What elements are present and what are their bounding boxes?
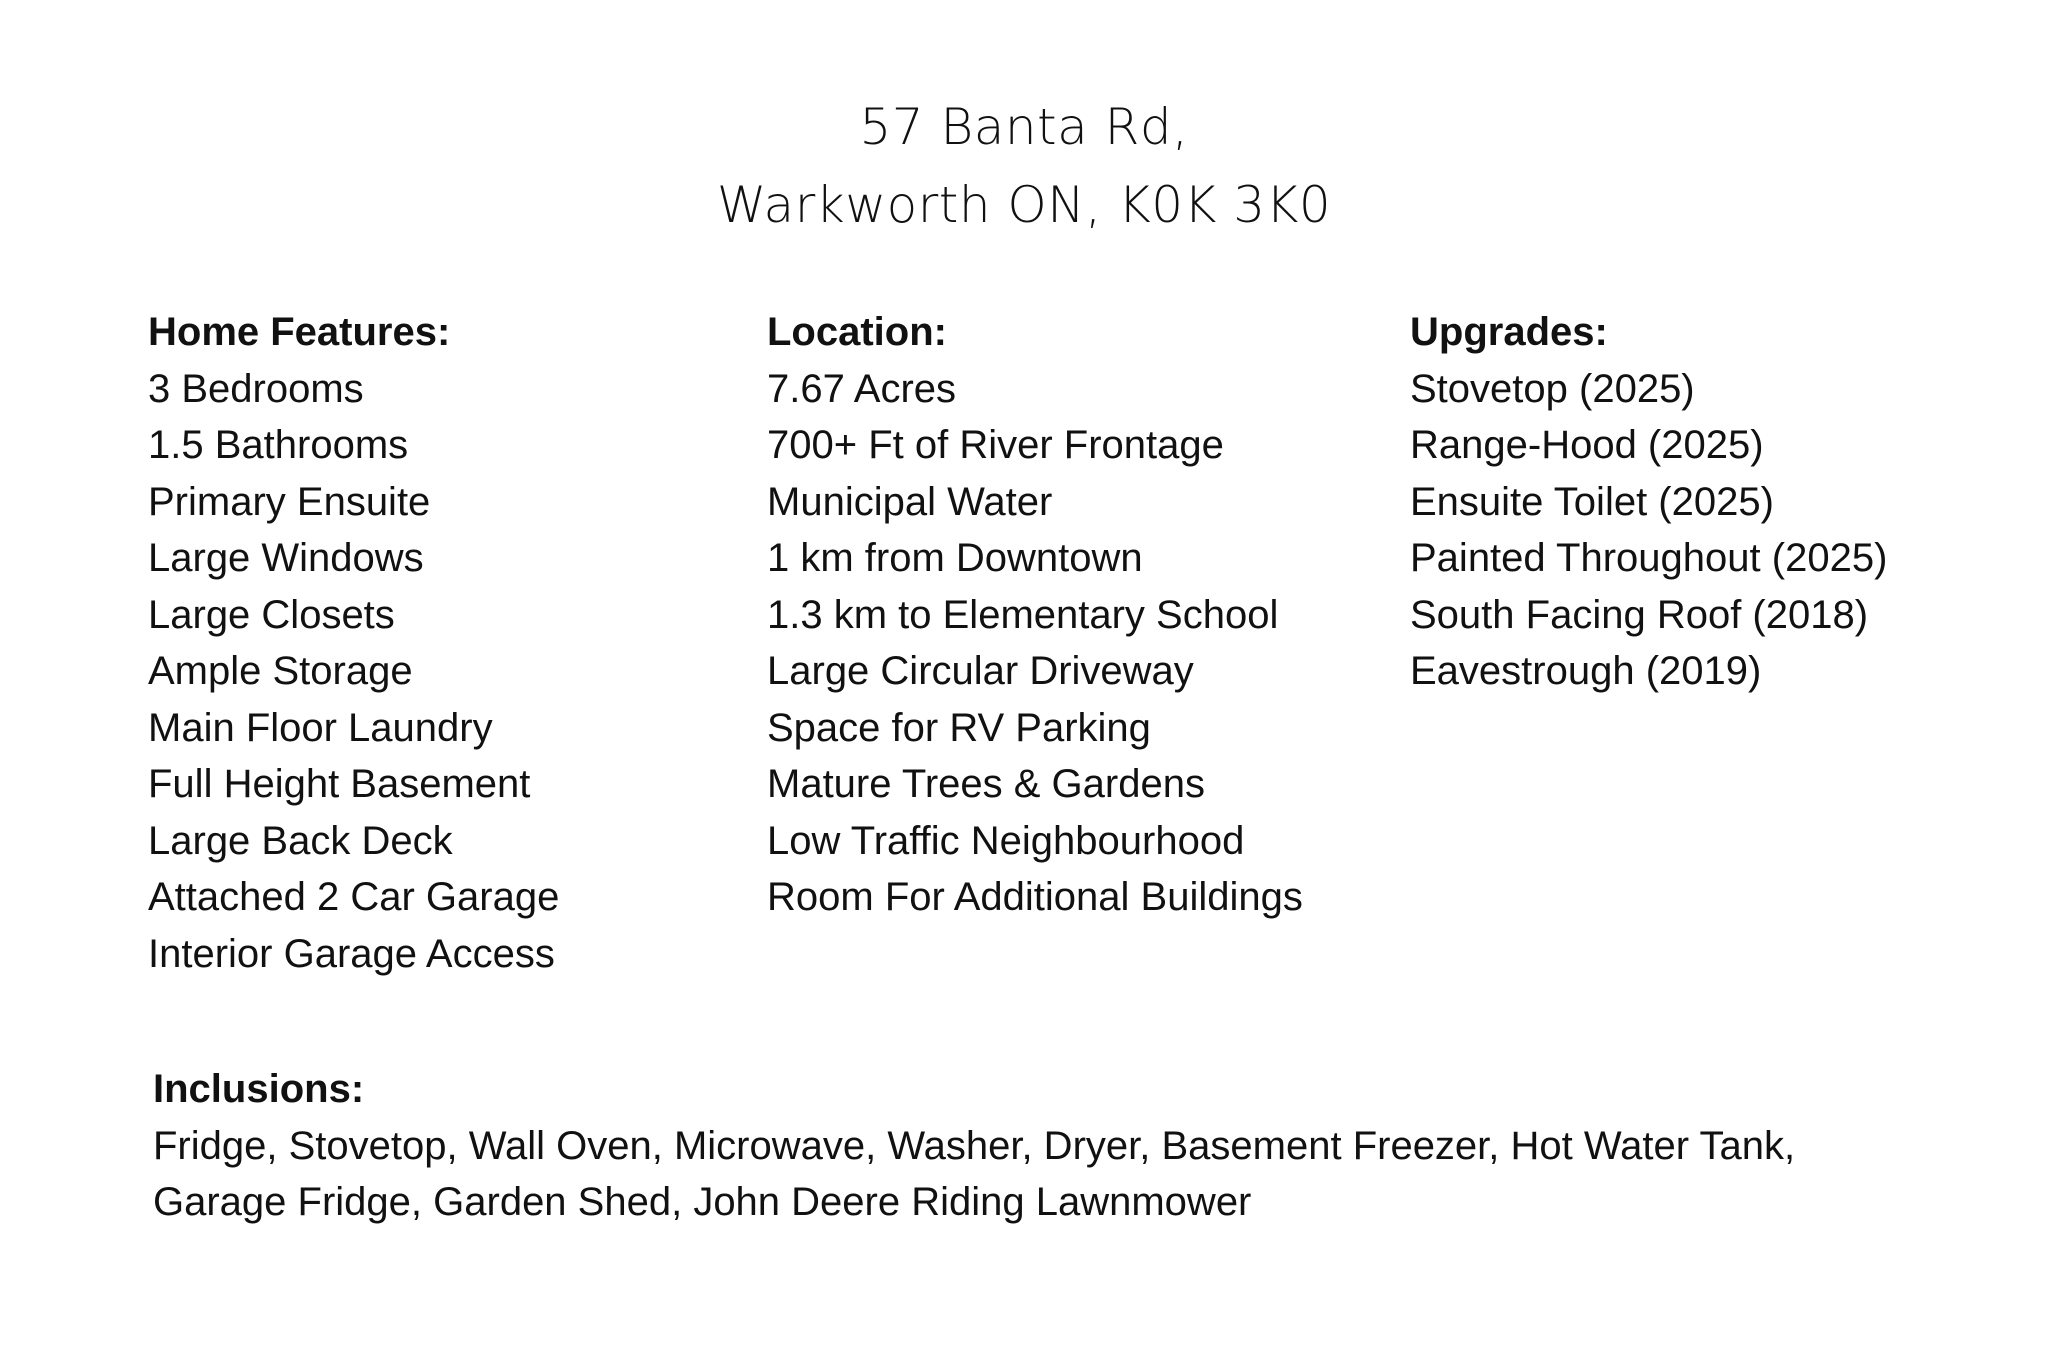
upgrades-heading: Upgrades: xyxy=(1410,310,1608,354)
list-item: 1.5 Bathrooms xyxy=(148,423,409,467)
list-item: 1 km from Downtown xyxy=(767,536,1143,580)
list-item: Attached 2 Car Garage xyxy=(148,875,560,919)
location-list xyxy=(767,361,1303,926)
upgrades-list xyxy=(1410,361,1887,700)
list-item: Ensuite Toilet (2025) xyxy=(1410,479,1774,524)
list-item: 3 Bedrooms xyxy=(148,366,364,411)
list-item: Mature Trees & Gardens xyxy=(767,762,1205,806)
list-item: Room For Additional Buildings xyxy=(767,875,1303,919)
list-item: Ample Storage xyxy=(148,649,413,693)
list-item: Full Height Basement xyxy=(148,762,531,806)
list-item: Space for RV Parking xyxy=(767,705,1151,750)
list-item: Stovetop (2025) xyxy=(1410,366,1695,411)
list-item: Municipal Water xyxy=(767,479,1053,524)
address-street: 57 Banta Rd, xyxy=(859,98,1189,156)
list-item: 1.3 km to Elementary School xyxy=(767,592,1279,637)
inclusions-heading: Inclusions: xyxy=(153,1067,365,1111)
list-item: Large Closets xyxy=(148,592,395,637)
list-item: South Facing Roof (2018) xyxy=(1410,592,1869,637)
location-section xyxy=(767,304,1303,926)
list-item: Primary Ensuite xyxy=(148,479,431,524)
inclusions-line-1: Fridge, Stovetop, Wall Oven, Microwave, Washer, Dryer, Basement Freezer, Hot Water Tank, xyxy=(153,1123,1796,1168)
inclusions-section xyxy=(153,1061,1953,1231)
list-item: Large Circular Driveway xyxy=(767,649,1194,693)
list-item: Main Floor Laundry xyxy=(148,705,493,750)
list-item: Large Back Deck xyxy=(148,818,453,863)
list-item: Interior Garage Access xyxy=(148,931,555,976)
inclusions-line-2: Garage Fridge, Garden Shed, John Deere Riding Lawnmower xyxy=(153,1180,1252,1224)
upgrades-section xyxy=(1410,304,1887,700)
location-heading: Location: xyxy=(767,310,947,354)
home-features-heading: Home Features: xyxy=(148,310,451,354)
list-item: Low Traffic Neighbourhood xyxy=(767,818,1245,863)
property-address xyxy=(0,88,2048,244)
list-item: Eavestrough (2019) xyxy=(1410,649,1762,693)
home-features-list xyxy=(148,361,559,983)
list-item: 7.67 Acres xyxy=(767,366,957,411)
list-item: Painted Throughout (2025) xyxy=(1410,536,1888,580)
list-item: Range-Hood (2025) xyxy=(1410,423,1764,467)
address-city-postal: Warkworth ON, K0K 3K0 xyxy=(716,176,1332,234)
list-item: 700+ Ft of River Frontage xyxy=(767,423,1224,467)
home-features-section xyxy=(148,304,559,982)
list-item: Large Windows xyxy=(148,536,424,580)
